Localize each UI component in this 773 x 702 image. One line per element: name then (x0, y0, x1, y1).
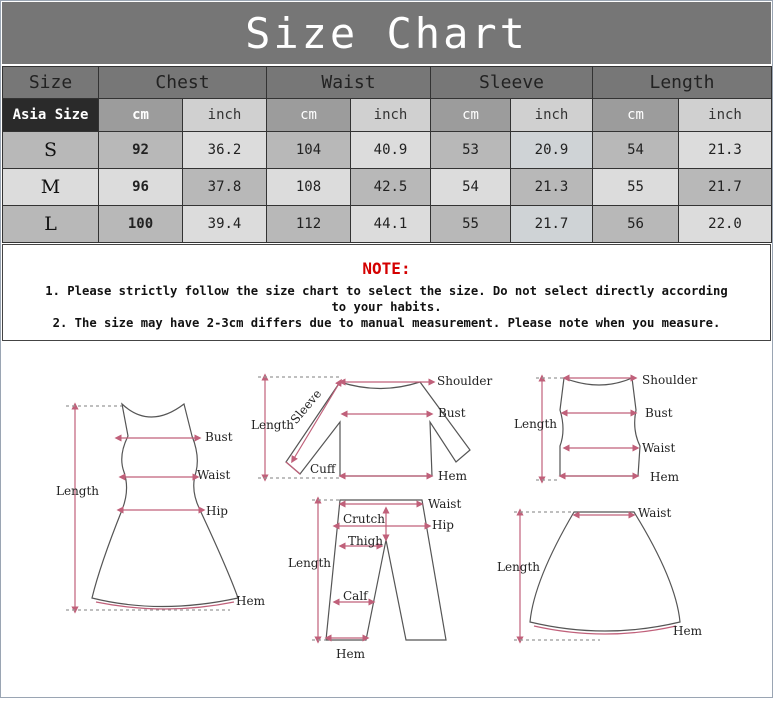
table-cell: 39.4 (183, 206, 267, 243)
top-bust-label: Bust (645, 406, 673, 420)
table-cell: 104 (267, 132, 351, 169)
table-cell: 54 (431, 169, 511, 206)
table-row (3, 206, 772, 243)
shirt-bust-label: Bust (438, 406, 466, 420)
header-waist: Waist (267, 67, 431, 99)
page-title: Size Chart (2, 2, 771, 64)
shirt-shoulder-label: Shoulder (437, 374, 493, 388)
table-cell: 112 (267, 206, 351, 243)
table-cell: 96 (99, 169, 183, 206)
header-chest: Chest (99, 67, 267, 99)
size-label: M (3, 169, 99, 206)
pants-thigh-label: Thigh (348, 534, 383, 548)
table-cell: 40.9 (351, 132, 431, 169)
table-cell: 53 (431, 132, 511, 169)
pants-length-label: Length (288, 556, 332, 570)
table-cell: 42.5 (351, 169, 431, 206)
note-line-1-cont: to your habits. (331, 300, 442, 314)
pants-hem-label: Hem (336, 647, 365, 661)
header-sleeve: Sleeve (431, 67, 593, 99)
shirt-length-label: Length (251, 418, 295, 432)
skirt-waist-label: Waist (638, 506, 672, 520)
table-cell: 37.8 (183, 169, 267, 206)
subheader-unit: inch (351, 99, 431, 132)
shirt-cuff-label: Cuff (310, 462, 336, 476)
table-cell: 55 (593, 169, 679, 206)
table-cell: 21.7 (679, 169, 772, 206)
skirt-outline (530, 512, 680, 631)
table-cell: 21.7 (511, 206, 593, 243)
top-shoulder-label: Shoulder (642, 373, 698, 387)
note-line-1: 1. Please strictly follow the size chart to select the size. Do not select directly according (45, 284, 728, 298)
skirt-hem-label: Hem (673, 624, 702, 638)
subheader-unit: inch (183, 99, 267, 132)
dress-hem-label: Hem (236, 594, 265, 608)
shirt-sleeve-label: Sleeve (287, 386, 325, 427)
pants-calf-label: Calf (343, 589, 368, 603)
top-outline (560, 378, 640, 476)
table-cell: 55 (431, 206, 511, 243)
note-box (2, 244, 771, 341)
table-cell: 92 (99, 132, 183, 169)
subheader-unit: cm (593, 99, 679, 132)
table-cell: 108 (267, 169, 351, 206)
table-cell: 100 (99, 206, 183, 243)
table-header-row (3, 67, 772, 99)
table-cell: 20.9 (511, 132, 593, 169)
subheader-unit: cm (267, 99, 351, 132)
subheader-unit: cm (431, 99, 511, 132)
table-cell: 21.3 (511, 169, 593, 206)
header-size: Size (3, 67, 99, 99)
skirt-diagram (514, 512, 680, 640)
size-label: S (3, 132, 99, 169)
header-length: Length (593, 67, 772, 99)
dress-hip-label: Hip (206, 504, 228, 518)
table-cell: 22.0 (679, 206, 772, 243)
subheader-unit: inch (679, 99, 772, 132)
size-label: L (3, 206, 99, 243)
subheader-unit: inch (511, 99, 593, 132)
skirt-length-label: Length (497, 560, 541, 574)
table-cell: 56 (593, 206, 679, 243)
table-row (3, 169, 772, 206)
top-hem-label: Hem (650, 470, 679, 484)
size-table (2, 66, 772, 243)
dress-waist-label: Waist (197, 468, 231, 482)
table-cell: 44.1 (351, 206, 431, 243)
note-title: NOTE: (362, 259, 411, 278)
top-length-label: Length (514, 417, 558, 431)
note-line-2: 2. The size may have 2-3cm differs due to manual measurement. Please note when you measure. (52, 316, 721, 330)
subheader-unit: cm (99, 99, 183, 132)
pants-crutch-label: Crutch (343, 512, 385, 526)
pants-hip-label: Hip (432, 518, 454, 532)
dress-length-label: Length (56, 484, 100, 498)
subheader-asia-size: Asia Size (3, 99, 99, 132)
table-row (3, 132, 772, 169)
table-subheader-row (3, 99, 772, 132)
table-cell: 36.2 (183, 132, 267, 169)
table-cell: 21.3 (679, 132, 772, 169)
top-waist-label: Waist (642, 441, 676, 455)
dress-bust-label: Bust (205, 430, 233, 444)
pants-waist-label: Waist (428, 497, 462, 511)
measurement-diagrams (0, 340, 773, 698)
shirt-hem-label: Hem (438, 469, 467, 483)
table-cell: 54 (593, 132, 679, 169)
